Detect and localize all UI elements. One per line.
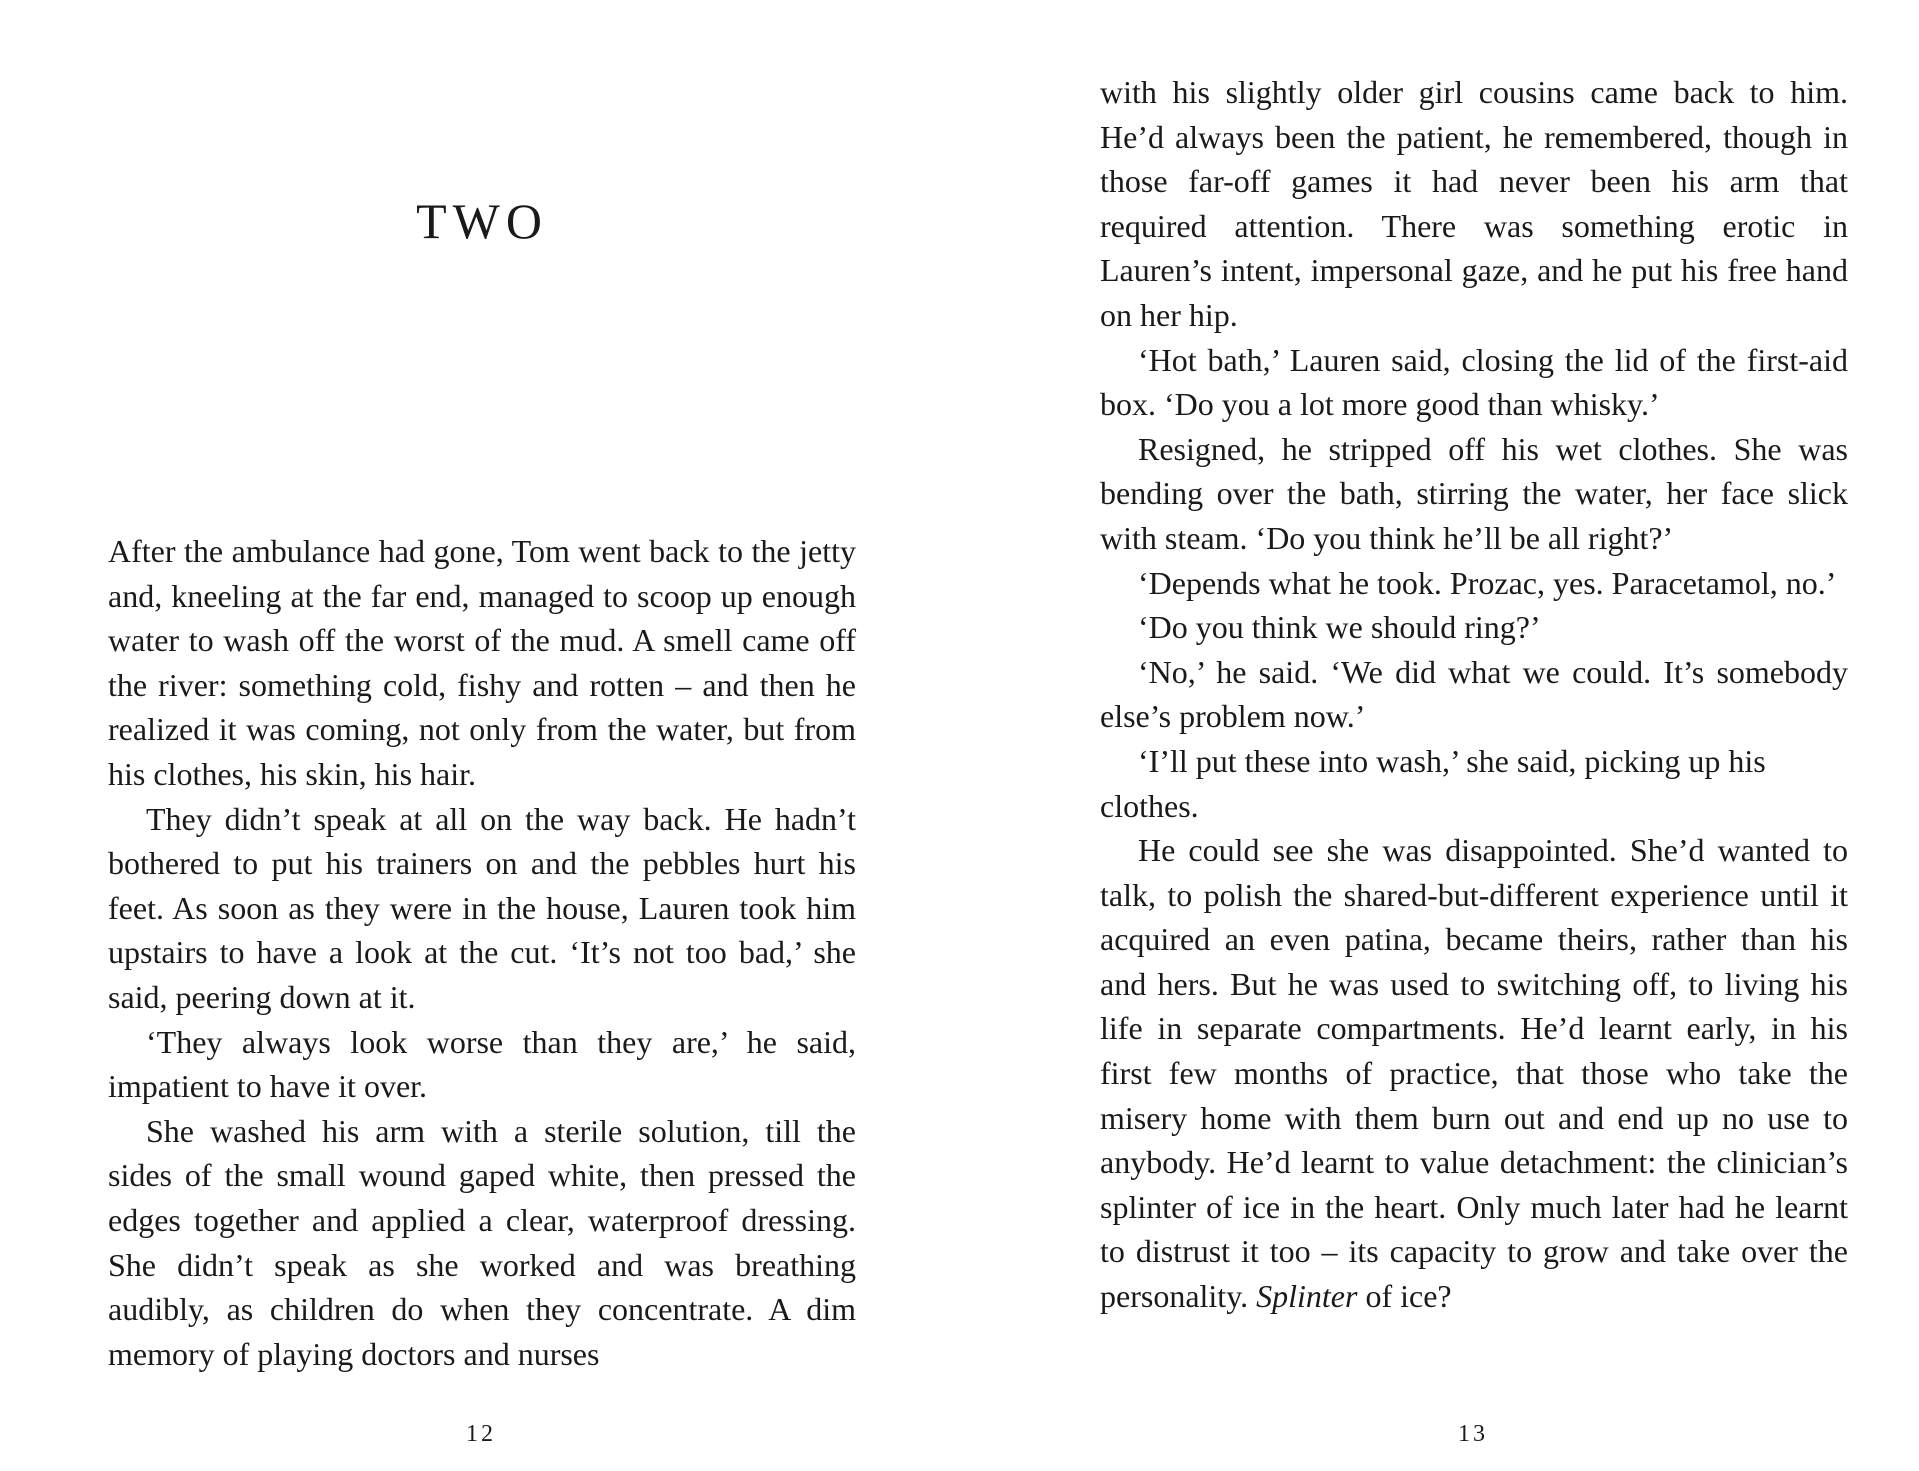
paragraph: ‘Hot bath,’ Lauren said, closing the lid of the first-aid box. ‘Do you a lot more good than whisky.’ xyxy=(1100,341,1848,423)
paragraph xyxy=(1100,828,1848,1319)
paragraph: ‘I’ll put these into wash,’ she said, picking up his clothes. xyxy=(1100,742,1766,824)
page-number: 13 xyxy=(1458,1421,1488,1447)
chapter-title: TWO xyxy=(416,193,548,249)
paragraph: ‘No,’ he said. ‘We did what we could. It’s somebody else’s problem now.’ xyxy=(1100,653,1848,735)
italic-word: Splinter xyxy=(1256,1278,1358,1315)
paragraph: After the ambulance had gone, Tom went back to the jetty and, kneeling at the far end, managed to scoop up enough water to wash off the worst of the mud. A smell came off the river: something cold, fishy and rotten – and then he realized it was coming, not only from the water, but from his clothes, his skin, his hair. xyxy=(108,533,856,792)
paragraph: ‘Depends what he took. Prozac, yes. Paracetamol, no.’ xyxy=(1138,564,1837,601)
paragraph: ‘Do you think we should ring?’ xyxy=(1138,609,1541,646)
paragraph: Resigned, he stripped off his wet clothes. She was bending over the bath, stirring the water, her face slick with steam. ‘Do you think he’ll be all right?’ xyxy=(1100,430,1848,556)
paragraph: ‘They always look worse than they are,’ he said, impatient to have it over. xyxy=(108,1023,856,1105)
paragraph: with his slightly older girl cousins came back to him. He’d always been the patient, he remembered, though in those far-off games it had never been his arm that required attention. There was something erotic in Lauren’s intent, impersonal gaze, and he put his free hand on her hip. xyxy=(1100,74,1848,333)
paragraph: She washed his arm with a sterile solution, till the sides of the small wound gaped white, then pressed the edges together and applied a clear, waterproof dressing. She didn’t speak as she worked and was breathing audibly, as children do when they concentrate. A dim memory of playing doctors and nurses xyxy=(108,1112,856,1372)
paragraph-body: He could see she was disappointed. She’d wanted to talk, to polish the shared-but-different experience until it acquired an even patina, became theirs, rather than his and hers. But he was used to switching off, to living his life in separate compartments. He’d learnt early, in his first few months of practice, that those who take the misery home with them burn out and end up no use to anybody. He’d learnt to value detachment: the clinician’s splinter of ice in the heart. Only much later had he learnt to distrust it too – its capacity to grow and take over the personality. xyxy=(1100,832,1848,1315)
left-page-text xyxy=(108,529,856,1376)
right-page xyxy=(960,0,1919,1471)
right-page-text xyxy=(1100,70,1848,1319)
paragraph-tail: of ice? xyxy=(1357,1278,1452,1315)
paragraph: They didn’t speak at all on the way back. He hadn’t bothered to put his trainers on and the pebbles hurt his feet. As soon as they were in the house, Lauren took him upstairs to have a look at the cut. ‘It’s not too bad,’ she said, peering down at it. xyxy=(108,800,856,1015)
page-number: 12 xyxy=(466,1421,496,1447)
